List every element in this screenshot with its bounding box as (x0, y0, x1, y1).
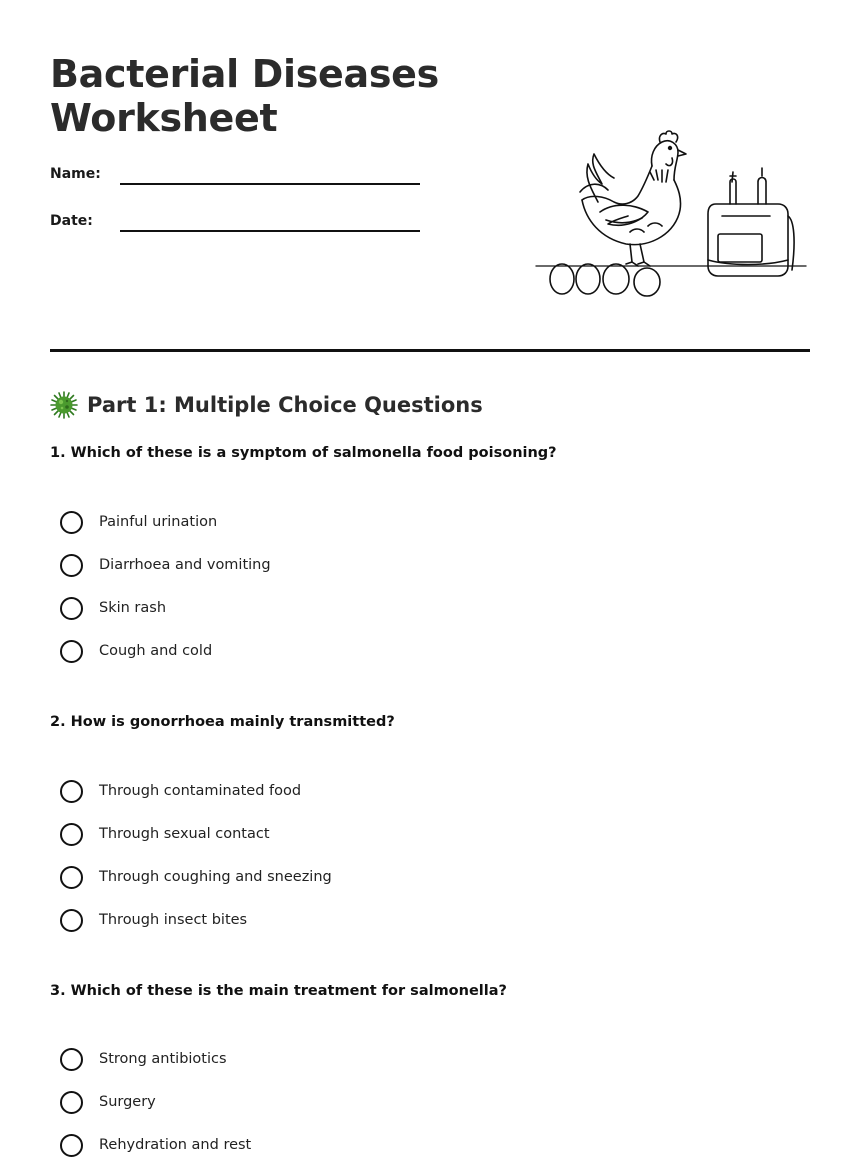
option-label: Through insect bites (99, 912, 248, 928)
q1-option-3[interactable] (60, 595, 166, 621)
option-label: Strong antibiotics (99, 1051, 227, 1067)
name-label: Name: (50, 166, 101, 182)
bacteria-icon (50, 391, 78, 419)
question-1: 1. Which of these is a symptom of salmonella food poisoning? (50, 445, 557, 461)
section-divider (50, 349, 810, 352)
q3-option-1[interactable] (60, 1046, 227, 1072)
option-label: Rehydration and rest (99, 1137, 252, 1153)
radio-button[interactable] (60, 640, 83, 663)
radio-button[interactable] (60, 1134, 83, 1157)
q1-option-4[interactable] (60, 638, 212, 664)
title-line-2: Worksheet (50, 96, 278, 140)
option-label: Diarrhoea and vomiting (99, 557, 271, 573)
radio-button[interactable] (60, 909, 83, 932)
title-line-1: Bacterial Diseases (50, 52, 439, 96)
q2-option-3[interactable] (60, 864, 332, 890)
q2-option-4[interactable] (60, 907, 247, 933)
option-label: Through contaminated food (99, 783, 302, 799)
radio-button[interactable] (60, 1048, 83, 1071)
q1-option-1[interactable] (60, 509, 217, 535)
option-label: Through sexual contact (99, 826, 270, 842)
radio-button[interactable] (60, 554, 83, 577)
worksheet-title (50, 52, 439, 140)
option-label: Surgery (99, 1094, 156, 1110)
radio-button[interactable] (60, 823, 83, 846)
option-label: Cough and cold (99, 643, 213, 659)
option-label: Through coughing and sneezing (99, 869, 332, 885)
option-label: Painful urination (99, 514, 218, 530)
chicken-eggs-cooler-illustration (530, 120, 820, 305)
q2-option-1[interactable] (60, 778, 301, 804)
name-line[interactable] (120, 183, 420, 185)
radio-button[interactable] (60, 866, 83, 889)
question-3: 3. Which of these is the main treatment for salmonella? (50, 983, 507, 999)
radio-button[interactable] (60, 511, 83, 534)
radio-button[interactable] (60, 1091, 83, 1114)
radio-button[interactable] (60, 597, 83, 620)
q1-option-2[interactable] (60, 552, 271, 578)
option-label: Skin rash (99, 600, 167, 616)
radio-button[interactable] (60, 780, 83, 803)
q3-option-3[interactable] (60, 1132, 251, 1158)
q2-option-2[interactable] (60, 821, 270, 847)
part1-heading (50, 389, 483, 421)
date-label: Date: (50, 213, 93, 229)
question-2: 2. How is gonorrhoea mainly transmitted? (50, 714, 395, 730)
date-line[interactable] (120, 230, 420, 232)
q3-option-2[interactable] (60, 1089, 156, 1115)
part1-title: Part 1: Multiple Choice Questions (87, 393, 483, 417)
